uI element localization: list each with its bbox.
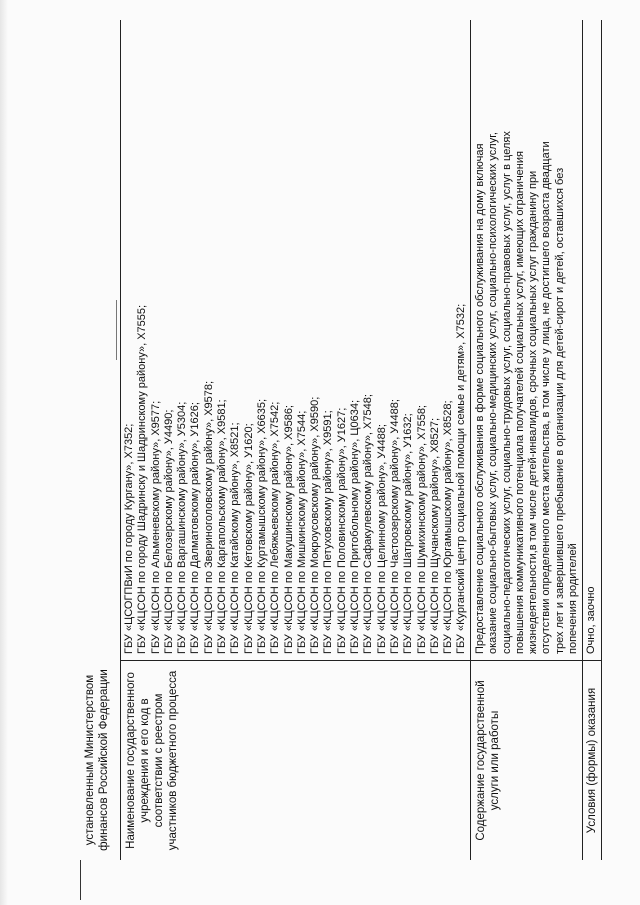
institution-item: ГБУ «КЦСОН по Щучанскому району», Х8527;	[428, 417, 441, 654]
scan-mark	[116, 300, 117, 360]
content-line: попечения родителей	[567, 543, 580, 654]
institution-list	[121, 20, 471, 660]
header-left-cell: установленным Министерством финансов Российской Федерации	[84, 669, 110, 851]
institution-item: ГБУ «КЦСОН по Альменевскому району», Х9577;	[149, 400, 162, 654]
institution-item: ГБУ «КЦСОН по городу Шадринску и Шадринскому району», Х7555;	[136, 304, 149, 654]
content-line: жизнедеятельности,в том числе детей-инвалидов, срочных социальных услуг гражданину при	[527, 170, 540, 654]
institution-item: ГБУ «КЦСОН по Шатровскому району», У1632;	[402, 413, 415, 654]
institution-item: ГБУ «КЦСОН по Каргапольскому району», Х9581;	[216, 399, 229, 654]
institution-item: ГБУ «КЦСОН по Мишкинскому району», Х7544;	[295, 410, 308, 654]
content-line: отсутствии определенного места жительства, в том числе у лица, не достигшего возраста двадцати	[540, 141, 553, 654]
institution-item: ГБУ «ЦСОГПВиИ по городу Кургану», Х7352;	[123, 423, 135, 654]
institution-item: ГБУ «Курганский центр социальной помощи семье и детям», Х7532;	[455, 303, 468, 654]
institution-item: ГБУ «КЦСОН по Куртамышскому району», Х6635;	[255, 398, 268, 654]
institution-item: ГБУ «КЦСОН по Половинскому району», У1627;	[335, 407, 348, 654]
institution-item: ГБУ «КЦСОН по Притобольному району», Ц0634;	[349, 399, 362, 654]
institution-item: ГБУ «КЦСОН по Варгашинскому району», У5304;	[176, 401, 189, 654]
institution-item: ГБУ «КЦСОН по Звериноголовскому району», Х9578;	[202, 380, 215, 654]
institution-item: ГБУ «КЦСОН по Далматовскому району», У1626;	[189, 402, 202, 654]
institution-item: ГБУ «КЦСОН по Белозерскому району», У4490;	[162, 409, 175, 654]
institution-item: ГБУ «КЦСОН по Лебяжьевскому району», Х7542;	[269, 401, 282, 654]
conditions-row	[582, 20, 602, 860]
institution-item: ГБУ «КЦСОН по Петуховскому району», Х9591;	[322, 410, 335, 654]
institution-row	[120, 20, 471, 860]
institution-item: ГБУ «КЦСОН по Катайскому району», Х8521;	[229, 422, 242, 654]
content-line: повышения коммуникативного потенциала получателей социальных услуг, имеющих ограничения	[513, 151, 526, 654]
conditions-label: Условия (формы) оказания	[583, 660, 601, 860]
institution-label: Наименование государственного учреждения и его код в соответствии с реестром участников бюджетного процесса	[121, 660, 471, 860]
content-line: оказание социально-бытовых услуг, социально-медицинских услуг, социально-психологических услуг,	[487, 132, 500, 654]
content-text	[471, 20, 583, 660]
institution-item: ГБУ «КЦСОН по Целинному району», У4488;	[375, 424, 388, 654]
conditions-value: Очно, заочно	[585, 586, 597, 654]
institution-item: ГБУ «КЦСОН по Сафакулевскому району», Х7548;	[362, 394, 375, 654]
institution-item: ГБУ «КЦСОН по Кетовскому району», У1620;	[242, 423, 255, 654]
institution-item: ГБУ «КЦСОН по Макушинскому району», Х9586;	[282, 405, 295, 654]
content-line: трех лет и завершившего пребывание в организации для детей-сирот и детей, оставшихся без	[553, 167, 566, 654]
institution-item: ГБУ «КЦСОН по Шумихинскому району», Х7558;	[415, 405, 428, 654]
institution-item: ГБУ «КЦСОН по Частоозерскому району», У4488;	[388, 399, 401, 654]
header-row	[80, 20, 120, 860]
institution-item: ГБУ «КЦСОН по Мокроусовскому району», Х9590;	[309, 396, 322, 654]
rotated-table	[80, 20, 600, 860]
table-rule-stub	[80, 860, 81, 900]
content-label: Содержание государственной услуги или работы	[471, 660, 583, 860]
content-line: социально-педагогических услуг, социально-трудовых услуг, социально-правовых услуг, услуг в целях	[500, 131, 513, 654]
scan-shadow	[0, 0, 8, 905]
content-line: Предоставление социального обслуживания в форме социального обслуживания на дому включая	[474, 143, 486, 654]
institution-item: ГБУ «КЦСОН по Юргамышскому району», Х8528;	[442, 400, 455, 654]
content-row	[470, 20, 583, 860]
